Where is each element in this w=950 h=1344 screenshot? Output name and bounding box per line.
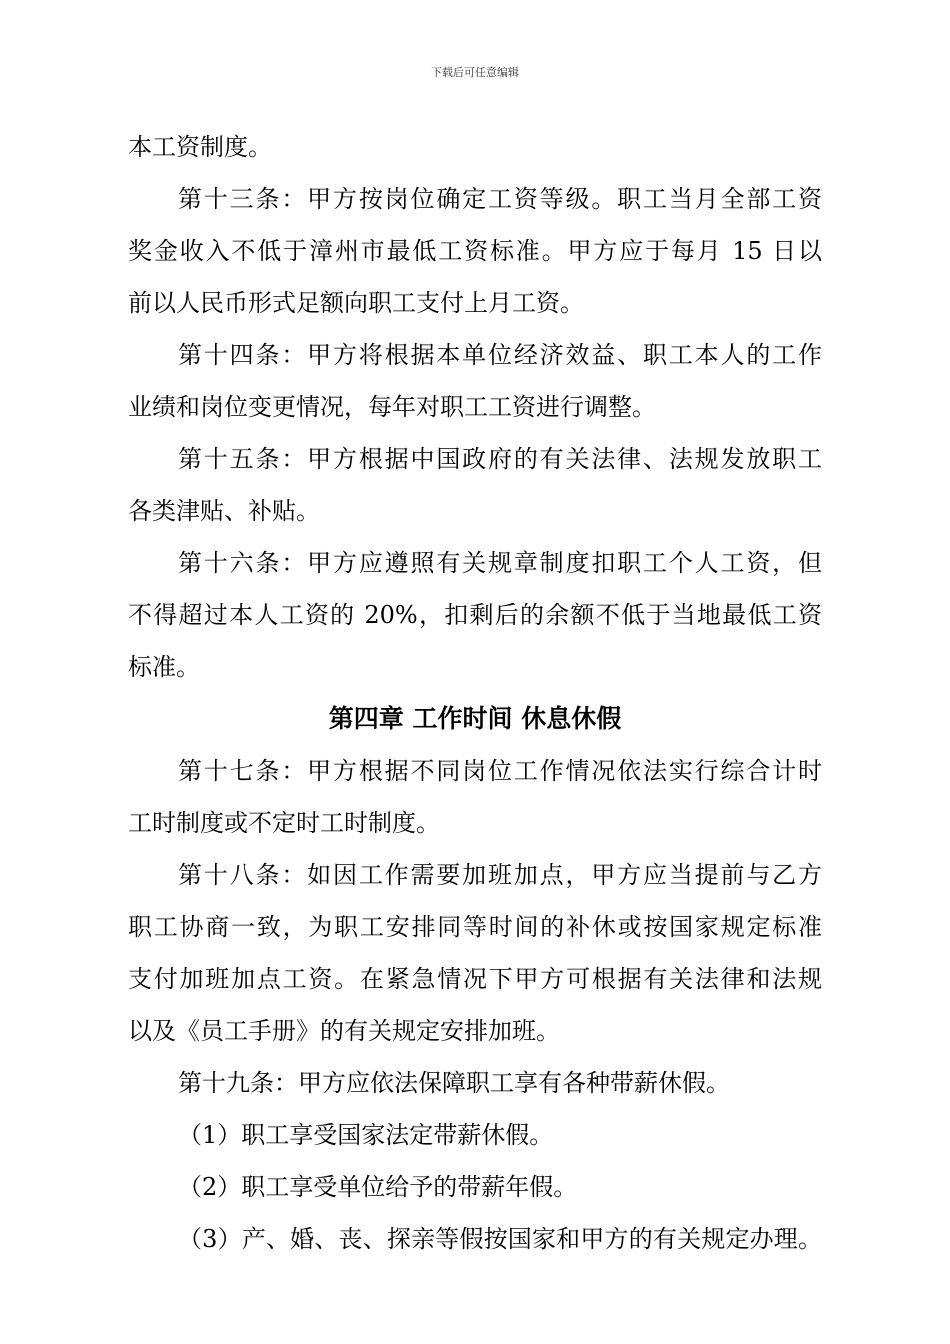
text-line: 以及《员工手册》的有关规定安排加班。 bbox=[128, 1017, 560, 1045]
list-item: （1）职工享受国家法定带薪休假。 bbox=[178, 1121, 554, 1149]
list-item: （3）产、婚、丧、探亲等假按国家和甲方的有关规定办理。 bbox=[178, 1225, 822, 1253]
article-13: 第十三条：甲方按岗位确定工资等级。职工当月全部工资 bbox=[178, 185, 822, 213]
text-line: 本工资制度。 bbox=[128, 133, 272, 161]
page-header: 下载后可任意编辑 bbox=[431, 66, 519, 79]
text-line: 工时制度或不定时工时制度。 bbox=[128, 809, 440, 837]
text-line: 业绩和岗位变更情况，每年对职工工资进行调整。 bbox=[128, 393, 656, 421]
text-line: 不得超过本人工资的 20%，扣剩后的余额不低于当地最低工资 bbox=[128, 601, 822, 629]
document-body bbox=[128, 121, 822, 1265]
text-line: 各类津贴、补贴。 bbox=[128, 497, 320, 525]
text-line: 前以人民币形式足额向职工支付上月工资。 bbox=[128, 289, 584, 317]
text-line: 标准。 bbox=[128, 653, 200, 681]
text-line: 奖金收入不低于漳州市最低工资标准。甲方应于每月 15 日以 bbox=[128, 237, 822, 265]
article-18: 第十八条：如因工作需要加班加点，甲方应当提前与乙方 bbox=[178, 861, 822, 889]
article-15: 第十五条：甲方根据中国政府的有关法律、法规发放职工 bbox=[178, 445, 822, 473]
article-17: 第十七条：甲方根据不同岗位工作情况依法实行综合计时 bbox=[178, 757, 822, 785]
list-item: （2）职工享受单位给予的带薪年假。 bbox=[178, 1173, 578, 1201]
article-16: 第十六条：甲方应遵照有关规章制度扣职工个人工资，但 bbox=[178, 549, 822, 577]
article-19: 第十九条：甲方应依法保障职工享有各种带薪休假。 bbox=[178, 1069, 730, 1097]
chapter-heading: 第四章 工作时间 休息休假 bbox=[328, 704, 622, 733]
text-line: 支付加班加点工资。在紧急情况下甲方可根据有关法律和法规 bbox=[128, 965, 822, 993]
text-line: 职工协商一致，为职工安排同等时间的补休或按国家规定标准 bbox=[128, 913, 822, 941]
article-14: 第十四条：甲方将根据本单位经济效益、职工本人的工作 bbox=[178, 341, 822, 369]
